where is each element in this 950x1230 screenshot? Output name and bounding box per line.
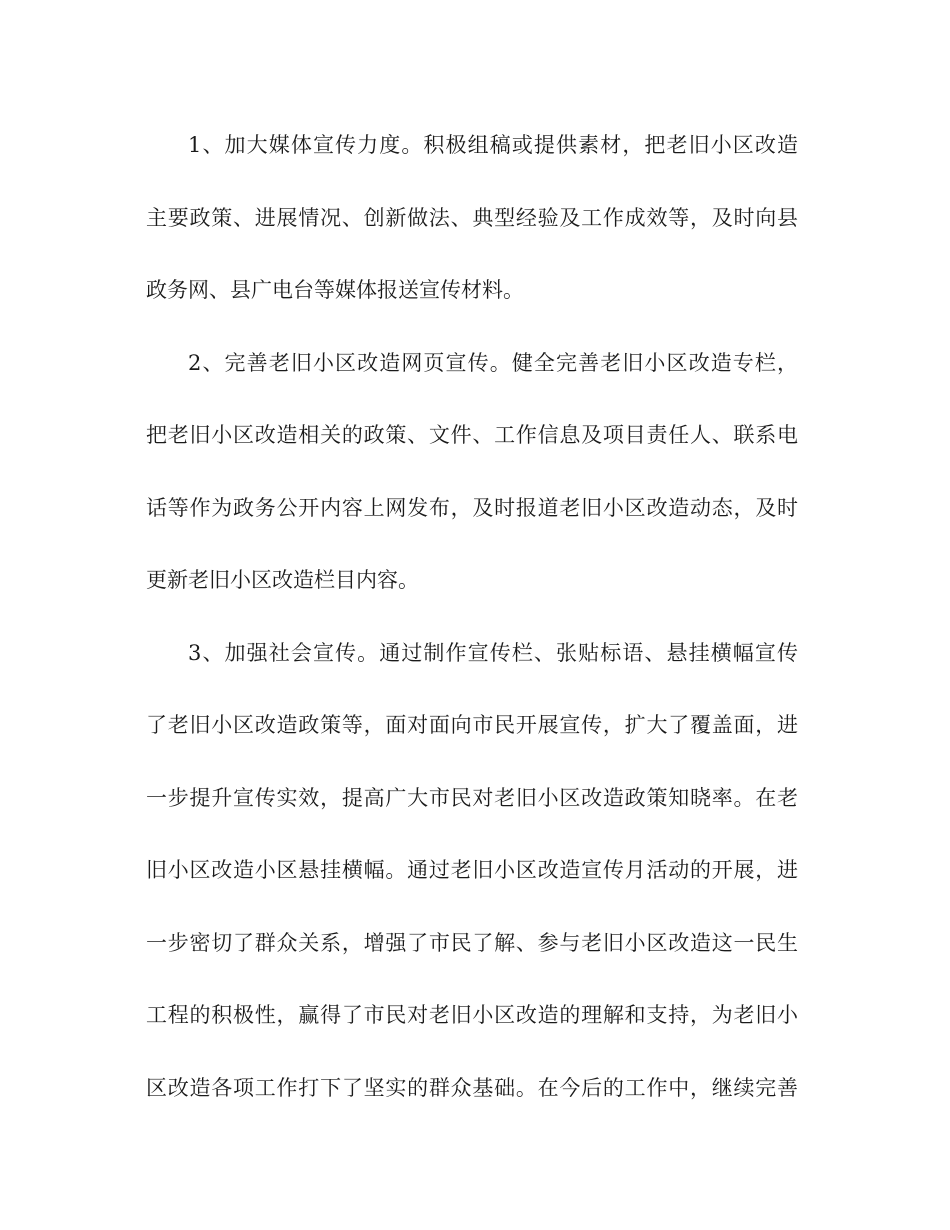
text-line: 主要政策、进展情况、创新做法、典型经验及工作成效等，及时向县 xyxy=(146,205,798,230)
text-line: 一步提升宣传实效，提高广大市民对老旧小区改造政策知晓率。在老 xyxy=(146,785,798,810)
paragraph-web-publicity xyxy=(146,342,798,632)
text-line: 话等作为政务公开内容上网发布，及时报道老旧小区改造动态，及时 xyxy=(146,495,798,520)
document-body xyxy=(146,124,798,1139)
text-line: 1、加大媒体宣传力度。积极组稿或提供素材，把老旧小区改造 xyxy=(188,133,798,157)
text-line: 政务网、县广电台等媒体报送宣传材料。 xyxy=(146,278,524,302)
text-line: 2、完善老旧小区改造网页宣传。健全完善老旧小区改造专栏， xyxy=(188,350,798,375)
paragraph-media-publicity xyxy=(146,124,798,342)
text-line: 3、加强社会宣传。通过制作宣传栏、张贴标语、悬挂横幅宣传 xyxy=(188,640,798,665)
text-line: 把老旧小区改造相关的政策、文件、工作信息及项目责任人、联系电 xyxy=(146,423,798,447)
text-line: 区改造各项工作打下了坚实的群众基础。在今后的工作中，继续完善 xyxy=(146,1075,798,1100)
paragraph-social-publicity xyxy=(146,632,798,1140)
text-line: 更新老旧小区改造栏目内容。 xyxy=(146,568,419,592)
text-line: 了老旧小区改造政策等，面对面向市民开展宣传，扩大了覆盖面，进 xyxy=(146,713,798,737)
text-line: 工程的积极性，赢得了市民对老旧小区改造的理解和支持，为老旧小 xyxy=(146,1003,798,1027)
text-line: 旧小区改造小区悬挂横幅。通过老旧小区改造宣传月活动的开展，进 xyxy=(146,858,798,882)
text-line: 一步密切了群众关系，增强了市民了解、参与老旧小区改造这一民生 xyxy=(146,930,798,955)
